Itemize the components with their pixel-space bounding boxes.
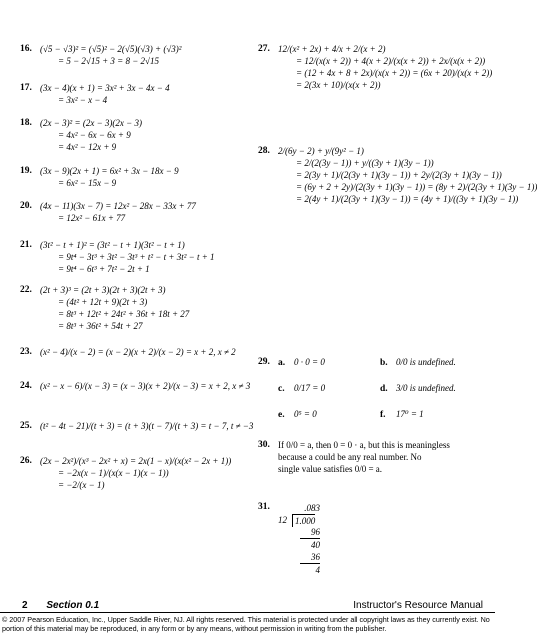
dividend: 1.000 (292, 514, 315, 527)
problem-number: 24. (20, 381, 32, 391)
solution-steps (40, 44, 182, 68)
solution-line: = 5 − 2√15 + 3 = 8 − 2√15 (58, 56, 159, 66)
part-c: c. 0/17 = 0 (278, 383, 326, 394)
problem-number: 28. (258, 146, 270, 156)
solution-steps (40, 381, 250, 393)
step: 40 (311, 540, 320, 550)
solution-line: = 12/(x(x + 2)) + 4(x + 2)/(x(x + 2)) + 2x/(x(x + 2)) (296, 56, 486, 66)
problem-number: 16. (20, 44, 32, 54)
solution-line: = 2(3y + 1)/(2(3y + 1)(3y − 1)) + 2y/(2(3y + 1)(3y − 1)) (296, 170, 502, 180)
problem-number: 19. (20, 166, 32, 176)
solution-steps (40, 285, 189, 333)
step: 4 (315, 565, 320, 575)
problem-number: 21. (20, 240, 32, 250)
solution-line: 12/(x² + 2x) + 4/x + 2/(x + 2) (278, 44, 386, 54)
solution-line: (2t + 3)³ = (2t + 3)(2t + 3)(2t + 3) (40, 285, 166, 295)
solution-line: = −2x(x − 1)/(x(x − 1)(x − 1)) (58, 468, 169, 478)
text-line: single value satisfies 0/0 = a. (278, 464, 383, 474)
solution-line: = (4t² + 12t + 9)(2t + 3) (58, 297, 148, 307)
problem-number: 20. (20, 201, 32, 211)
solution-line: (√5 − √3)² = (√5)² − 2(√5)(√3) + (√3)² (40, 44, 182, 54)
page-number: 2 (22, 600, 28, 611)
solution-steps (40, 166, 179, 190)
text-line: because a could be any real number. No (278, 452, 422, 462)
solution-line: 2/(6y − 2) + y/(9y² − 1) (278, 146, 364, 156)
problem-number: 29. (258, 357, 270, 367)
problem-number: 27. (258, 44, 270, 54)
problem-number: 31. (258, 502, 270, 512)
step: 96 (311, 527, 320, 537)
part-f: f. 17⁰ = 1 (380, 409, 424, 420)
solution-line: = 9t⁴ − 6t³ + 7t² − 2t + 1 (58, 264, 150, 274)
solution-line: (x² − x − 6)/(x − 3) = (x − 3)(x + 2)/(x − 3) = x + 2, x ≠ 3 (40, 381, 251, 391)
problem-number: 23. (20, 347, 32, 357)
solution-steps (278, 44, 492, 92)
solution-line: = 3x² − x − 4 (58, 95, 108, 105)
solution-line: (3t² − t + 1)² = (3t² − t + 1)(3t² − t + 1) (40, 240, 185, 250)
problem-30 (258, 440, 483, 480)
solution-line: = 4x² − 6x − 6x + 9 (58, 130, 131, 140)
manual-title: Instructor's Resource Manual (353, 600, 483, 611)
solution-steps (40, 421, 253, 433)
solution-line: (2x − 2x²)/(x³ − 2x² + x) = 2x(1 − x)/(x(x² − 2x + 1)) (40, 456, 232, 466)
solution-line: (3x − 9)(2x + 1) = 6x² + 3x − 18x − 9 (40, 166, 179, 176)
copyright-notice: © 2007 Pearson Education, Inc., Upper Saddle River, NJ. All rights reserved. This material is protected under all copyright laws as they currently exist. No portion of this material may be reproduced, in any form or by any means, without permission in writing from the publisher. (2, 615, 490, 633)
part-b: b. 0/0 is undefined. (380, 357, 456, 368)
solution-line: (2x − 3)² = (2x − 3)(2x − 3) (40, 118, 142, 128)
solution-line: = 8t³ + 12t² + 24t² + 36t + 18t + 27 (58, 309, 190, 319)
solution-line: = 6x² − 15x − 9 (58, 178, 117, 188)
solution-line: = 9t⁴ − 3t³ + 3t² − 3t³ + t² − t + 3t² − t + 1 (58, 252, 215, 262)
problem-number: 18. (20, 118, 32, 128)
solution-line: = −2/(x − 1) (58, 480, 105, 490)
problem-number: 22. (20, 285, 32, 295)
solution-line: = 2(4y + 1)/(2(3y + 1)(3y − 1)) = (4y + 1)/((3y + 1)(3y − 1)) (296, 194, 519, 204)
solution-line: = (12 + 4x + 8 + 2x)/(x(x + 2)) = (6x + 20)/(x(x + 2)) (296, 68, 493, 78)
division-row (278, 514, 320, 526)
solution-steps (278, 146, 537, 206)
problem-30-text (278, 440, 450, 476)
footer-left (22, 600, 99, 611)
solution-line: = (6y + 2 + 2y)/(2(3y + 1)(3y − 1)) = (8y + 2)/(2(3y + 1)(3y − 1)) (296, 182, 537, 192)
solution-line: (t² − 4t − 21)/(t + 3) = (t + 3)(t − 7)/(t + 3) = t − 7, t ≠ −3 (40, 421, 254, 431)
solution-line: (x² − 4)/(x − 2) = (x − 2)(x + 2)/(x − 2) = x + 2, x ≠ 2 (40, 347, 236, 357)
solution-line: = 12x² − 61x + 77 (58, 213, 126, 223)
solution-steps (40, 201, 196, 225)
part-d: d. 3/0 is undefined. (380, 383, 456, 394)
part-e: e. 0⁵ = 0 (278, 409, 317, 420)
step: 36 (311, 552, 320, 562)
text-line: If 0/0 = a, then 0 = 0 · a, but this is meaningless (278, 440, 450, 450)
solution-line: = 8t³ + 36t² + 54t + 27 (58, 321, 143, 331)
divisor: 12 (278, 515, 287, 525)
problem-number: 30. (258, 440, 270, 450)
section-label: Section 0.1 (46, 600, 100, 611)
solution-line: (3x − 4)(x + 1) = 3x² + 3x − 4x − 4 (40, 83, 170, 93)
solution-line: = 4x² − 12x + 9 (58, 142, 117, 152)
part-a: a. 0 · 0 = 0 (278, 357, 325, 368)
problem-number: 17. (20, 83, 32, 93)
solution-steps (40, 83, 170, 107)
solution-steps (40, 240, 215, 276)
solution-line: = 2/(2(3y − 1)) + y/((3y + 1)(3y − 1)) (296, 158, 434, 168)
solution-steps (40, 347, 236, 359)
problem-number: 26. (20, 456, 32, 466)
solution-line: = 2(3x + 10)/(x(x + 2)) (296, 80, 381, 90)
solution-steps (40, 456, 231, 492)
problem-number: 25. (20, 421, 32, 431)
footer-divider (0, 612, 495, 613)
long-division (278, 502, 320, 576)
solution-line: (4x − 11)(3x − 7) = 12x² − 28x − 33x + 77 (40, 201, 196, 211)
problem-31 (258, 502, 483, 582)
solution-steps (40, 118, 142, 154)
quotient: .083 (304, 503, 320, 513)
problem-29 (258, 357, 483, 429)
